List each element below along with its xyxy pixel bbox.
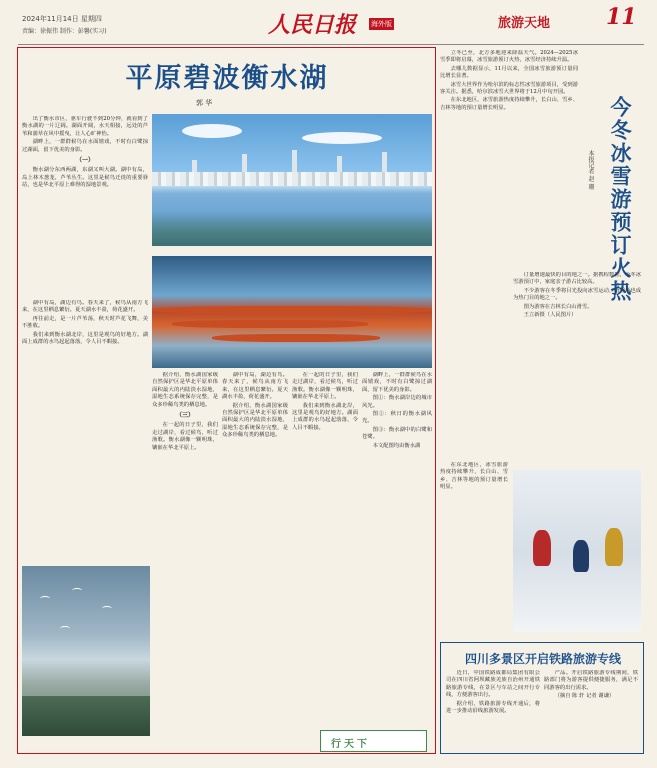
photo-caption: 图为游客在吉林长白山滑雪。 (523, 303, 593, 310)
paragraph: 湖中有岛，湖边有鸟。春天来了，候鸟从南方飞来，在这里栖息繁衍。夏天湖水丰盈，荷花盛开。 (22, 300, 148, 314)
paragraph: 去哪儿数据显示，11月以来，全国冰雪旅游预订量同比增长显著。 (440, 65, 578, 80)
paragraph: 据介绍，衡水湖国家级自然保护区是华北平原单体面积最大的内陆淡水湿地，湿地生态系统保存完整，是众多珍稀鸟类的栖息地。 (152, 372, 218, 408)
paragraph: 近日，中国铁路成都局集团有限公司在四川省阿坝藏族羌族自治州开通铁路旅游专线，在景区与车站之间开行专线，方便游客出行。 (446, 670, 540, 699)
column-mark-text: 行天下 (331, 739, 370, 750)
red-shoreline (212, 334, 380, 342)
issue-date: 2024年11月14日 星期四 (22, 15, 102, 23)
lead-headline: 平原碧波衡水湖 (125, 63, 329, 94)
side-headline: 今冬冰雪游预订火热 (608, 96, 633, 303)
paragraph: 在东北地区，冰雪旅游热度持续攀升，长白山、雪乡、吉林等地的预订量增长明显。 (440, 97, 578, 111)
lead-column-4 (292, 372, 358, 726)
paragraph: 据介绍，铁路旅游专线开通后，将进一步推动沿线旅游发展。 (446, 700, 540, 715)
paragraph: 据介绍，衡水湖国家级自然保护区是华北平原单体面积最大的内陆淡水湿地，湿地生态系统保存完整，是众多珍稀鸟类的栖息地。 (222, 402, 288, 439)
photo-city-lake (152, 114, 432, 246)
reeds (152, 212, 432, 246)
paragraph: 湖畔上，一群群候鸟在水面嬉戏，不时有白鹭掠过湖面，留下优美的身影。 (362, 372, 432, 393)
side-column-2 (513, 272, 641, 462)
photo-autumn-lake (152, 256, 432, 368)
column-mark (320, 730, 427, 752)
lead-column-1b (22, 300, 148, 562)
lead-column-2 (152, 372, 218, 726)
lead-column-5 (362, 372, 432, 726)
skier (573, 540, 589, 572)
paragraph: 再往前走，是一片芦苇荡，秋天时芦花飞舞，美不胜收。 (22, 315, 148, 330)
lead-column-1 (22, 116, 148, 296)
section-title: 旅游天地 (498, 16, 551, 31)
side-column-1b (440, 462, 508, 632)
cloud (302, 132, 382, 144)
bird (60, 626, 70, 631)
header-rule (18, 44, 644, 45)
side-byline: 本报记者 赵 珊 (587, 150, 594, 190)
paragraph: 在一起的日子里，我们走过湖岸，看过候鸟，听过渔歌。衡水湖像一颗明珠，镶嵌在华北平原上。 (292, 372, 358, 401)
bottom-headline: 四川多景区开启铁路旅游专线 (464, 652, 621, 666)
section-marker: （三） (175, 412, 194, 420)
skier (605, 528, 623, 566)
page-number: 11 (606, 4, 637, 30)
masthead-logo: 人民日报 (268, 12, 357, 38)
paragraph: 出了衡水市区，驱车行驶不到20分钟，就看到了衡水湖的一片辽阔。湖面开阔，水天相接，远处的芦苇和蒲草在风中摇曳，让人心旷神怡。 (22, 116, 148, 137)
masthead-edition: 海外版 (371, 20, 392, 28)
section-marker: （一） (75, 157, 94, 165)
paragraph: 立冬已至，北方多地迎来降温天气。2024—2025冰雪季即将启幕，冰雪旅游预订火热，冰雪经济持续升温。 (440, 50, 578, 64)
lead-byline: 郭 华 (196, 99, 213, 107)
building (382, 152, 387, 172)
paragraph: 我们来到衡水湖北岸，这里是观鸟的好地方。湖面上成群的水鸟起起落落，令人目不暇接。 (292, 402, 358, 431)
city-skyline (152, 172, 432, 186)
source-note: 本文配图均由衡水湖 (372, 442, 421, 449)
skier (533, 530, 551, 566)
red-shoreline (172, 320, 368, 328)
bottom-column-1 (446, 670, 540, 750)
lead-column-3 (222, 372, 288, 726)
paragraph: 在东北地区，冰雪旅游热度持续攀升，长白山、雪乡、吉林等地的预订量增长明显。 (440, 462, 508, 491)
photo-skiing (513, 470, 641, 632)
bird (40, 596, 50, 601)
caption: 图②：秋日的衡水湖风光。 (362, 411, 432, 425)
bottom-column-2 (544, 670, 638, 750)
paragraph: 不少游客在冬季将目光投向冰雪运动，滑雪场也成为热门目的地之一。 (513, 287, 641, 302)
paragraph: 冰雪大世界作为哈尔滨的标志性冰雪旅游项目，受到游客关注。据悉，哈尔滨冰雪大世界将于12月中旬开园。 (440, 81, 578, 96)
bird (72, 588, 82, 593)
paragraph: 湖中有岛，湖边有鸟。春天来了，候鸟从南方飞来，在这里栖息繁衍。夏天湖水丰盈，荷花盛开。 (222, 372, 288, 401)
newspaper-header (0, 0, 657, 44)
caption: 图③：衡水湖中的白鹭和苍鹭。 (362, 426, 432, 441)
building (292, 150, 297, 172)
photo-credit: 王立新摄（人民图片） (523, 312, 577, 319)
paragraph: 产品。开启铁路旅游专线期间，铁路部门将为游客提供便捷服务，满足不同游客的出行需求。 (544, 670, 638, 691)
paragraph: 订量增速最快的目的地之一。据携程数据，今冬冰雪游预订中，家庭亲子游占比较高。 (513, 272, 641, 286)
photo-birds (22, 566, 150, 736)
cloud (182, 124, 242, 138)
paragraph: 湖畔上，一群群候鸟在水面嬉戏，不时有白鹭掠过湖面，留下优美的身影。 (22, 139, 148, 153)
credit: （摘自 陈 轩 记者 谢谦） (554, 693, 615, 700)
caption: 图①：衡水湖岸边的城市风光。 (362, 395, 432, 409)
paragraph: 衡水湖分东西两湖，东湖又叫大湖。湖中有岛，岛上林木葱茏，芦苇丛生。这里是候鸟迁徙的重要驿站，也是华北平原上难得的湿地景观。 (22, 167, 148, 189)
bird (102, 606, 112, 611)
red-shoreline (152, 306, 432, 314)
building (242, 154, 247, 172)
editor-credit: 责编：徐振伟 制作：彭馨(实习) (22, 28, 107, 35)
building (337, 156, 342, 172)
paragraph: 在一起的日子里，我们走过湖岸，看过候鸟，听过渔歌。衡水湖像一颗明珠，镶嵌在华北平原上。 (152, 422, 218, 451)
land (22, 696, 150, 736)
paragraph: 我们来到衡水湖北岸，这里是观鸟的好地方。湖面上成群的水鸟起起落落，令人目不暇接。 (22, 331, 148, 346)
building (192, 160, 197, 172)
